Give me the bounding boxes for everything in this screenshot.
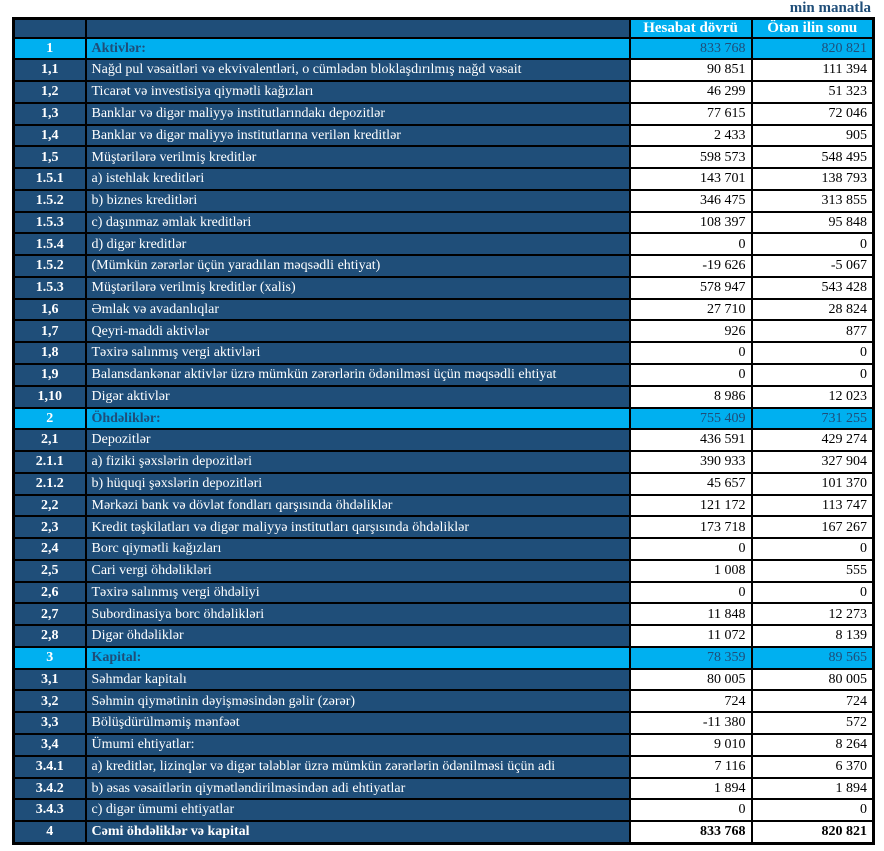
row-number: 2,5 [14,560,86,582]
unit-label: min manatla [789,0,871,16]
row-label: Balansdankənar aktivlər üzrə mümkün zərərlərin ödənilməsi üçün məqsədli ehtiyat [86,364,630,386]
value-current: 7 116 [630,756,752,778]
table-row [14,255,874,277]
value-current: 0 [630,538,752,560]
row-label: b) hüquqi şəxslərin depozitləri [86,473,630,495]
table-row [14,59,874,81]
value-previous: 0 [752,538,874,560]
row-label: Depozitlər [86,429,630,451]
row-number: 2.1.1 [14,451,86,473]
row-number: 3,4 [14,734,86,756]
row-label: Müştərilərə verilmiş kreditlər (xalis) [86,277,630,299]
row-label: Banklar və digər maliyyə institutlarına verilən kreditlər [86,125,630,147]
value-current: 578 947 [630,277,752,299]
row-number: 3.4.2 [14,778,86,800]
balance-sheet-table [12,17,875,845]
row-number: 2,2 [14,495,86,517]
row-number: 2,6 [14,582,86,604]
table-row [14,582,874,604]
row-number: 2,4 [14,538,86,560]
table-row [14,364,874,386]
row-label: Səhmdar kapitalı [86,669,630,691]
row-label: Banklar və digər maliyyə institutlarındakı depozitlər [86,103,630,125]
row-number: 2.1.2 [14,473,86,495]
row-label: a) kreditlər, lizinqlər və digər tələblər üzrə mümkün zərərlərin ödənilməsi üçün adi [86,756,630,778]
table-row [14,603,874,625]
table-row [14,125,874,147]
row-number: 3,1 [14,669,86,691]
value-previous: 80 005 [752,669,874,691]
row-label: Mərkəzi bank və dövlət fondları qarşısında öhdəliklər [86,495,630,517]
value-previous: 28 824 [752,299,874,321]
value-previous: 8 264 [752,734,874,756]
table-row [14,516,874,538]
row-number: 1,1 [14,59,86,81]
table-row [14,38,874,60]
header-blank-label-cell [86,19,630,38]
row-number: 1,6 [14,299,86,321]
value-previous: 905 [752,125,874,147]
header-blank-number-cell [14,19,86,38]
row-label: Nağd pul vəsaitləri və ekvivalentləri, o cümlədən bloklaşdırılmış nağd vəsait [86,59,630,81]
table-row [14,168,874,190]
table-row [14,821,874,843]
row-label: Öhdəliklər: [86,408,630,430]
value-previous: 0 [752,233,874,255]
value-current: 78 359 [630,647,752,669]
row-label: c) daşınmaz əmlak kreditləri [86,212,630,234]
table-row [14,451,874,473]
row-label: Cari vergi öhdəlikləri [86,560,630,582]
value-previous: 731 255 [752,408,874,430]
row-number: 1.5.3 [14,212,86,234]
value-current: 80 005 [630,669,752,691]
row-label: Digər öhdəliklər [86,625,630,647]
table-row [14,799,874,821]
value-current: 926 [630,320,752,342]
table-row [14,690,874,712]
row-label: Kapital: [86,647,630,669]
row-label: Ticarət və investisiya qiymətli kağızları [86,81,630,103]
row-number: 1 [14,38,86,60]
value-previous: 0 [752,799,874,821]
value-previous: 138 793 [752,168,874,190]
value-current: 11 848 [630,603,752,625]
table-row [14,342,874,364]
table-row [14,212,874,234]
table-row [14,538,874,560]
row-label: Bölüşdürülməmiş mənfəət [86,712,630,734]
value-previous: 0 [752,364,874,386]
row-number: 3 [14,647,86,669]
value-current: 2 433 [630,125,752,147]
value-previous: 572 [752,712,874,734]
row-label: c) digər ümumi ehtiyatlar [86,799,630,821]
value-current: 9 010 [630,734,752,756]
row-number: 1,7 [14,320,86,342]
table-row [14,408,874,430]
row-label: (Mümkün zərərlər üçün yaradılan məqsədli ehtiyat) [86,255,630,277]
value-current: 390 933 [630,451,752,473]
value-current: 0 [630,582,752,604]
table-row [14,386,874,408]
row-label: Qeyri-maddi aktivlər [86,320,630,342]
table-row [14,495,874,517]
row-label: d) digər kreditlər [86,233,630,255]
row-number: 1.5.3 [14,277,86,299]
col-header-current: Hesabat dövrü [630,19,752,38]
value-previous: 724 [752,690,874,712]
value-current: 0 [630,233,752,255]
value-previous: 820 821 [752,821,874,843]
value-previous: 543 428 [752,277,874,299]
row-number: 2 [14,408,86,430]
row-number: 2,3 [14,516,86,538]
table-row [14,669,874,691]
value-current: 833 768 [630,38,752,60]
value-current: 436 591 [630,429,752,451]
value-previous: 877 [752,320,874,342]
row-label: Təxirə salınmış vergi öhdəliyi [86,582,630,604]
value-current: -11 380 [630,712,752,734]
row-label: Əmlak və avadanlıqlar [86,299,630,321]
value-current: 11 072 [630,625,752,647]
table-row [14,473,874,495]
table-row [14,190,874,212]
value-previous: 8 139 [752,625,874,647]
row-number: 1,4 [14,125,86,147]
value-previous: 313 855 [752,190,874,212]
table-row [14,734,874,756]
value-previous: 12 273 [752,603,874,625]
row-number: 1,9 [14,364,86,386]
value-current: 77 615 [630,103,752,125]
table-row [14,778,874,800]
row-number: 1,5 [14,146,86,168]
value-current: 108 397 [630,212,752,234]
value-previous: 548 495 [752,146,874,168]
row-label: Subordinasiya borc öhdəlikləri [86,603,630,625]
value-current: 45 657 [630,473,752,495]
row-number: 1.5.2 [14,190,86,212]
table-row [14,81,874,103]
value-previous: 167 267 [752,516,874,538]
value-current: 0 [630,342,752,364]
value-current: 755 409 [630,408,752,430]
value-current: 1 894 [630,778,752,800]
value-previous: 1 894 [752,778,874,800]
row-label: Borc qiymətli kağızları [86,538,630,560]
row-label: Təxirə salınmış vergi aktivləri [86,342,630,364]
value-previous: 820 821 [752,38,874,60]
value-previous: 6 370 [752,756,874,778]
row-number: 3.4.3 [14,799,86,821]
row-label: Səhmin qiymətinin dəyişməsindən gəlir (zərər) [86,690,630,712]
header-row [14,19,874,38]
value-current: 1 008 [630,560,752,582]
value-current: 0 [630,799,752,821]
row-number: 1.5.4 [14,233,86,255]
value-current: 90 851 [630,59,752,81]
value-current: 173 718 [630,516,752,538]
row-label: Müştərilərə verilmiş kreditlər [86,146,630,168]
table-row [14,625,874,647]
row-number: 2,8 [14,625,86,647]
value-previous: -5 067 [752,255,874,277]
value-previous: 101 370 [752,473,874,495]
table-row [14,103,874,125]
value-current: 8 986 [630,386,752,408]
value-current: 598 573 [630,146,752,168]
row-number: 2,7 [14,603,86,625]
row-label: a) fiziki şəxslərin depozitləri [86,451,630,473]
value-previous: 111 394 [752,59,874,81]
table-row [14,277,874,299]
row-label: Digər aktivlər [86,386,630,408]
row-label: a) istehlak kreditləri [86,168,630,190]
value-previous: 0 [752,342,874,364]
row-number: 4 [14,821,86,843]
row-number: 1,3 [14,103,86,125]
value-previous: 327 904 [752,451,874,473]
row-label: Ümumi ehtiyatlar: [86,734,630,756]
table-row [14,320,874,342]
value-previous: 51 323 [752,81,874,103]
row-number: 1,2 [14,81,86,103]
value-current: 0 [630,364,752,386]
value-previous: 89 565 [752,647,874,669]
value-current: 46 299 [630,81,752,103]
row-number: 1.5.1 [14,168,86,190]
table-row [14,146,874,168]
table-row [14,712,874,734]
value-previous: 95 848 [752,212,874,234]
value-previous: 555 [752,560,874,582]
row-label: b) əsas vəsaitlərin qiymətləndirilməsindən adi ehtiyatlar [86,778,630,800]
row-label: b) biznes kreditləri [86,190,630,212]
value-current: 143 701 [630,168,752,190]
value-current: 121 172 [630,495,752,517]
table-row [14,560,874,582]
row-number: 3,3 [14,712,86,734]
value-current: 724 [630,690,752,712]
value-previous: 429 274 [752,429,874,451]
table-row [14,299,874,321]
value-previous: 12 023 [752,386,874,408]
value-current: -19 626 [630,255,752,277]
row-label: Cəmi öhdəliklər və kapital [86,821,630,843]
row-label: Kredit təşkilatları və digər maliyyə institutları qarşısında öhdəliklər [86,516,630,538]
value-current: 27 710 [630,299,752,321]
row-number: 1.5.2 [14,255,86,277]
row-number: 1,8 [14,342,86,364]
value-current: 346 475 [630,190,752,212]
table-row [14,756,874,778]
table-body [14,38,874,844]
col-header-previous: Ötən ilin sonu [752,19,874,38]
table-row [14,429,874,451]
value-current: 833 768 [630,821,752,843]
value-previous: 72 046 [752,103,874,125]
table-row [14,647,874,669]
row-label: Aktivlər: [86,38,630,60]
row-number: 3.4.1 [14,756,86,778]
row-number: 3,2 [14,690,86,712]
table-row [14,233,874,255]
row-number: 2,1 [14,429,86,451]
row-number: 1,10 [14,386,86,408]
value-previous: 113 747 [752,495,874,517]
value-previous: 0 [752,582,874,604]
